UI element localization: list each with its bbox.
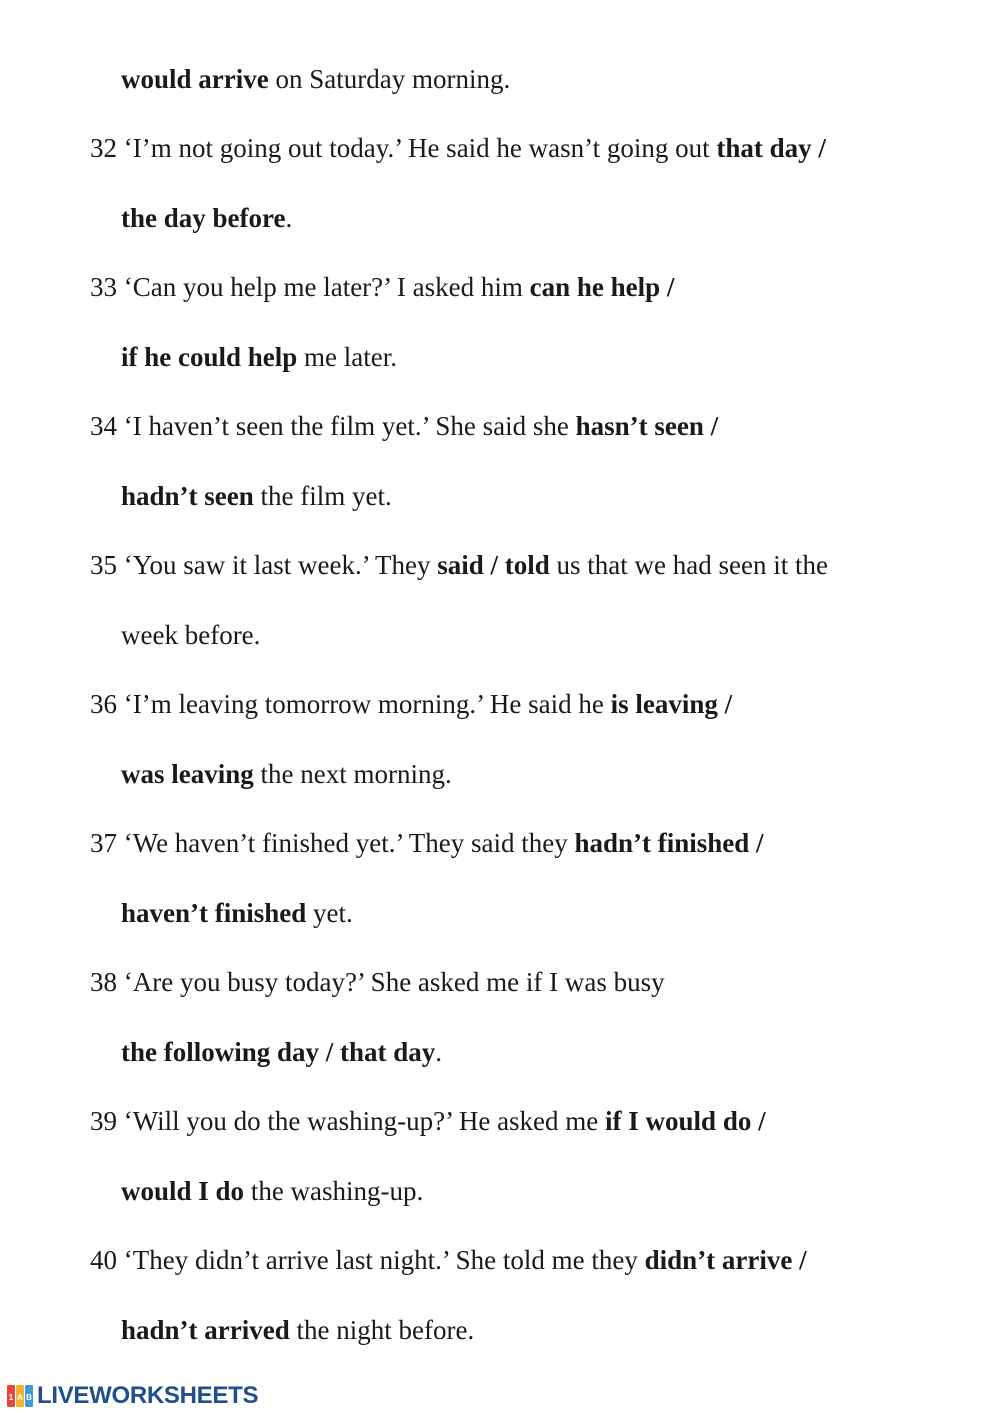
question-text: 40 ‘They didn’t arrive last night.’ She told me they [90, 1245, 645, 1275]
answer-option: the day before [121, 203, 286, 233]
answer-option: hadn’t finished / [574, 828, 764, 858]
question-text: us that we had seen it the [549, 550, 828, 580]
question-39 [90, 1104, 766, 1138]
answer-option: would arrive [121, 64, 269, 94]
question-37-continuation [121, 896, 353, 930]
answer-option: that day / [716, 133, 826, 163]
question-40-continuation [121, 1313, 474, 1347]
liveworksheets-logo-icon [6, 1383, 36, 1409]
answer-option: hasn’t seen / [575, 411, 719, 441]
question-35-continuation [121, 618, 260, 652]
answer-option: haven’t finished [121, 898, 307, 928]
answer-option: if he could help [121, 342, 298, 372]
line-text: week before. [121, 620, 261, 650]
answer-option: hadn’t arrived [121, 1315, 290, 1345]
question-text: 38 ‘Are you busy today?’ She asked me if I was busy [90, 967, 665, 997]
question-text: 36 ‘I’m leaving tomorrow morning.’ He said he [90, 689, 611, 719]
question-37 [90, 826, 764, 860]
question-32 [90, 131, 826, 165]
question-35 [90, 548, 828, 582]
question-39-continuation [121, 1174, 423, 1208]
line-text: the film yet. [253, 481, 392, 511]
footer-brand-text: LIVEWORKSHEETS [37, 1382, 259, 1409]
question-38-continuation [121, 1035, 442, 1069]
svg-text:1: 1 [8, 1393, 14, 1402]
line-text: yet. [306, 898, 353, 928]
line-text: me later. [297, 342, 397, 372]
answer-option: hadn’t seen [121, 481, 254, 511]
svg-text:B: B [26, 1393, 32, 1402]
question-38 [90, 965, 665, 999]
question-text: 35 ‘You saw it last week.’ They [90, 550, 438, 580]
answer-option: can he help / [529, 272, 675, 302]
svg-text:A: A [17, 1393, 23, 1402]
question-40 [90, 1243, 807, 1277]
question-34 [90, 409, 718, 443]
line-text: on Saturday morning. [268, 64, 511, 94]
question-text: 34 ‘I haven’t seen the film yet.’ She said she [90, 411, 576, 441]
answer-option: said / told [437, 550, 550, 580]
line-text: . [435, 1037, 443, 1067]
question-32-continuation [121, 201, 292, 235]
answer-option: would I do [121, 1176, 245, 1206]
answer-option: is leaving / [610, 689, 733, 719]
answer-option: the following day / that day [121, 1037, 436, 1067]
answer-option: didn’t arrive / [644, 1245, 807, 1275]
question-text: 33 ‘Can you help me later?’ I asked him [90, 272, 530, 302]
question-36-continuation [121, 757, 452, 791]
line-31-continuation [121, 62, 510, 96]
question-33-continuation [121, 340, 397, 374]
question-text: 32 ‘I’m not going out today.’ He said he wasn’t going out [90, 133, 717, 163]
question-36 [90, 687, 732, 721]
line-text: the night before. [289, 1315, 475, 1345]
question-text: 39 ‘Will you do the washing-up?’ He asked me [90, 1106, 606, 1136]
line-text: the next morning. [253, 759, 452, 789]
answer-option: if I would do / [605, 1106, 766, 1136]
question-34-continuation [121, 479, 392, 513]
footer-brand-bar [6, 1381, 258, 1411]
question-33 [90, 270, 674, 304]
line-text: . [285, 203, 293, 233]
answer-option: was leaving [121, 759, 254, 789]
question-text: 37 ‘We haven’t finished yet.’ They said they [90, 828, 575, 858]
line-text: the washing-up. [244, 1176, 424, 1206]
